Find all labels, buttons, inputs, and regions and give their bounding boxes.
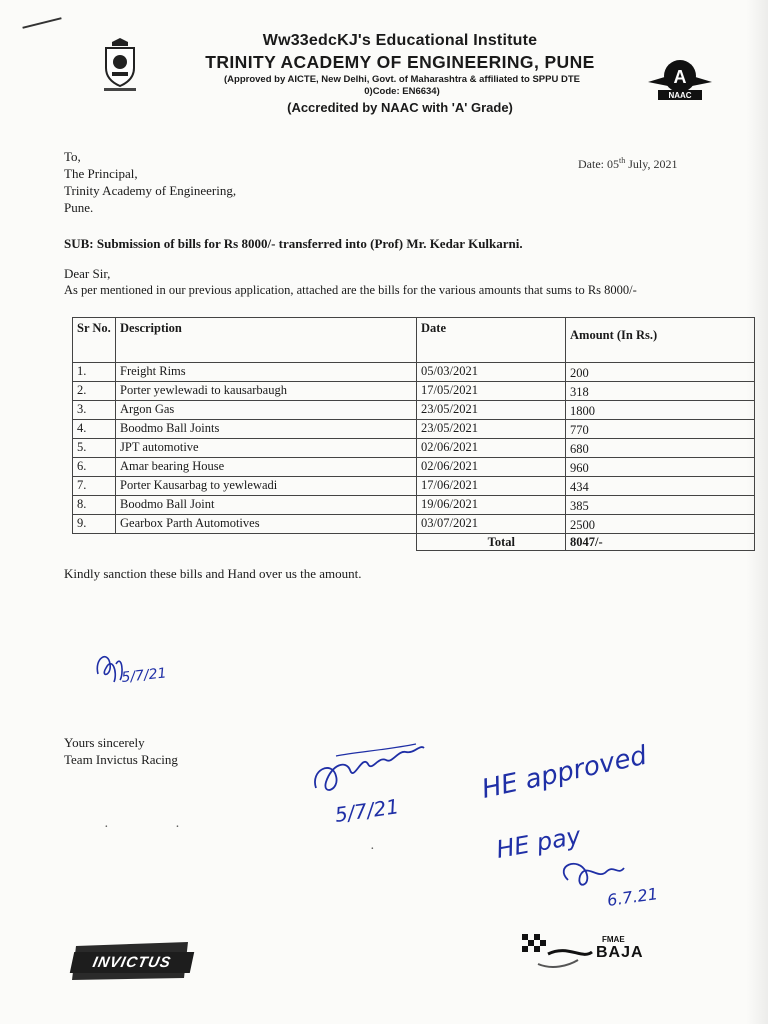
handwritten-signature-1	[92, 644, 182, 694]
bills-table	[72, 317, 755, 551]
table-header-row	[73, 318, 755, 363]
row-amount: 200	[566, 363, 755, 382]
table-row	[73, 439, 755, 458]
naac-logo-letter: A	[673, 67, 687, 87]
total-row	[73, 534, 755, 551]
accreditation-line: (Accredited by NAAC with 'A' Grade)	[287, 100, 513, 115]
row-amount: 2500	[566, 515, 755, 534]
baja-logo-text: BAJA	[596, 944, 644, 961]
college-name: TRINITY ACADEMY OF ENGINEERING, PUNE	[205, 52, 595, 72]
approval-line-1: (Approved by AICTE, New Delhi, Govt. of Maharashtra & affiliated to SPPU DTE	[224, 74, 580, 85]
row-amount: 318	[566, 382, 755, 401]
sig3-date: 6.7.21	[605, 884, 659, 910]
table-row	[73, 382, 755, 401]
date-superscript: th	[619, 156, 626, 165]
institute-name: Ww33edcKJ's Educational Institute	[262, 32, 538, 49]
row-date: 02/06/2021	[417, 439, 566, 458]
note-line-1: HE approved	[479, 740, 650, 805]
row-sr: 5.	[73, 439, 116, 458]
baja-logo	[518, 930, 678, 974]
row-description: Porter yewlewadi to kausarbaugh	[116, 382, 417, 401]
institute-emblem-logo	[98, 36, 142, 94]
row-description: JPT automotive	[116, 439, 417, 458]
recipient-address	[64, 148, 236, 216]
row-amount: 770	[566, 420, 755, 439]
body-paragraph: As per mentioned in our previous application, attached are the bills for the various amounts that sums to Rs 8000/-	[64, 283, 637, 297]
row-description: Argon Gas	[116, 401, 417, 420]
closing-line-1: Yours sincerely	[64, 735, 145, 750]
handwritten-signature-2	[306, 730, 446, 830]
closing-block	[64, 734, 178, 768]
request-line: Kindly sanction these bills and Hand over us the amount.	[64, 566, 362, 581]
row-sr: 2.	[73, 382, 116, 401]
closing-line-2: Team Invictus Racing	[64, 752, 178, 767]
table-row	[73, 477, 755, 496]
row-sr: 8.	[73, 496, 116, 515]
header-amount: Amount (In Rs.)	[566, 318, 755, 363]
row-date: 17/05/2021	[417, 382, 566, 401]
salutation: Dear Sir,	[64, 266, 111, 281]
sig2-date: 5/7/21	[333, 794, 401, 827]
naac-logo-text: NAAC	[668, 91, 692, 100]
date-prefix: Date: 05	[578, 157, 619, 171]
row-amount: 960	[566, 458, 755, 477]
row-sr: 7.	[73, 477, 116, 496]
row-sr: 6.	[73, 458, 116, 477]
table-row	[73, 496, 755, 515]
row-date: 03/07/2021	[417, 515, 566, 534]
row-description: Boodmo Ball Joint	[116, 496, 417, 515]
row-date: 05/03/2021	[417, 363, 566, 382]
table-row	[73, 515, 755, 534]
address-line-4: Pune.	[64, 200, 94, 215]
row-date: 02/06/2021	[417, 458, 566, 477]
row-sr: 4.	[73, 420, 116, 439]
approval-note	[182, 74, 622, 98]
row-description: Boodmo Ball Joints	[116, 420, 417, 439]
stray-marks: · ·	[104, 820, 180, 835]
sig1-date: 5/7/21	[120, 665, 168, 686]
row-sr: 1.	[73, 363, 116, 382]
naac-logo	[648, 56, 712, 102]
table-row	[73, 458, 755, 477]
row-amount: 385	[566, 496, 755, 515]
row-date: 23/05/2021	[417, 420, 566, 439]
table-row	[73, 420, 755, 439]
row-amount: 1800	[566, 401, 755, 420]
row-description: Freight Rims	[116, 363, 417, 382]
table-row	[73, 363, 755, 382]
subject-line: SUB: Submission of bills for Rs 8000/- transferred into (Prof) Mr. Kedar Kulkarni.	[64, 236, 523, 251]
row-amount: 434	[566, 477, 755, 496]
date-suffix: July, 2021	[625, 157, 678, 171]
pen-mark	[22, 17, 61, 29]
row-date: 19/06/2021	[417, 496, 566, 515]
address-line-2: The Principal,	[64, 166, 138, 181]
approval-line-2: 0)Code: EN6634)	[364, 86, 440, 97]
baja-small-text: FMAE	[602, 935, 625, 944]
header-description: Description	[116, 318, 417, 363]
total-label: Total	[417, 534, 566, 551]
letter-date	[578, 156, 677, 172]
row-date: 17/06/2021	[417, 477, 566, 496]
header-sr-no: Sr No.	[73, 318, 116, 363]
row-description: Gearbox Parth Automotives	[116, 515, 417, 534]
row-sr: 9.	[73, 515, 116, 534]
row-description: Porter Kausarbag to yewlewadi	[116, 477, 417, 496]
address-line-3: Trinity Academy of Engineering,	[64, 183, 237, 198]
row-sr: 3.	[73, 401, 116, 420]
row-amount: 680	[566, 439, 755, 458]
team-logo-text: INVICTUS	[70, 952, 194, 973]
header-date: Date	[417, 318, 566, 363]
team-invictus-logo	[68, 936, 196, 984]
note-line-2: HE pay	[494, 821, 583, 864]
handwritten-approval-note	[468, 740, 708, 910]
stray-mark: ·	[370, 842, 375, 857]
row-description: Amar bearing House	[116, 458, 417, 477]
row-date: 23/05/2021	[417, 401, 566, 420]
address-line-1: To,	[64, 149, 81, 164]
total-value: 8047/-	[566, 534, 755, 551]
table-row	[73, 401, 755, 420]
